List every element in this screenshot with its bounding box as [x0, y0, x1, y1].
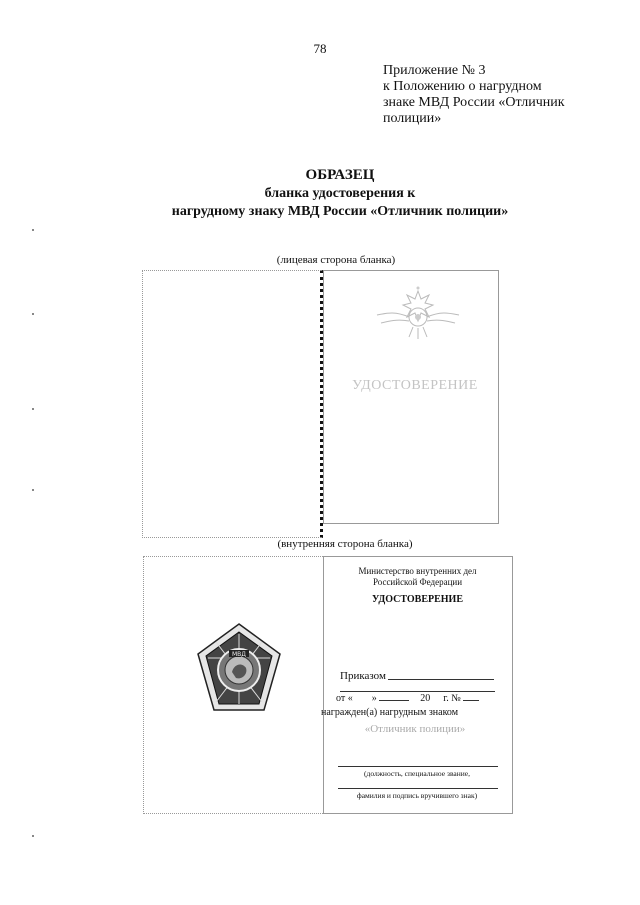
scan-mark	[32, 313, 34, 315]
ministry-line: Российской Федерации	[372, 577, 463, 587]
inner-title: УДОСТОВЕРЕНИЕ	[372, 594, 463, 605]
ministry-line: Министерство внутренних дел	[358, 566, 477, 576]
signature-line-2	[338, 788, 498, 789]
appendix-header	[383, 63, 623, 127]
appendix-line: полиции»	[383, 111, 442, 126]
front-caption: (лицевая сторона бланка)	[276, 254, 396, 266]
appendix-line: к Положению о нагрудном	[383, 79, 542, 94]
ministry-name	[330, 566, 505, 588]
order-date-row	[336, 693, 479, 704]
inner-caption: (внутренняя сторона бланка)	[277, 538, 413, 550]
scan-mark	[32, 229, 34, 231]
year-prefix: 20	[420, 693, 431, 704]
number-label: г. №	[443, 693, 461, 704]
document-title: ОБРАЗЕЦ	[305, 167, 375, 183]
scan-mark	[32, 489, 34, 491]
order-line-2	[340, 691, 495, 692]
order-line	[388, 679, 494, 680]
document-subtitle: нагрудному знаку МВД России «Отличник полиции»	[171, 204, 509, 219]
mvd-emblem-icon	[373, 283, 463, 343]
awarded-text: награжден(а) нагрудным знаком	[321, 707, 459, 718]
appendix-line: знаке МВД России «Отличник	[383, 95, 565, 110]
scan-mark	[32, 835, 34, 837]
order-label: Приказом	[340, 670, 386, 682]
appendix-line: Приложение № 3	[383, 63, 486, 78]
page-number: 78	[313, 41, 327, 56]
svg-text:МВД: МВД	[232, 651, 246, 658]
signature-caption: (должность, специальное звание,	[364, 769, 470, 778]
date-mid: »	[371, 693, 377, 704]
date-prefix: от «	[336, 693, 353, 704]
signature-caption: фамилия и подпись вручившего знак)	[356, 791, 478, 800]
badge-name: «Отличник полиции»	[364, 723, 466, 735]
otlichnik-badge-icon	[196, 622, 282, 714]
cover-title: УДОСТОВЕРЕНИЕ	[352, 378, 478, 393]
document-subtitle: бланка удостоверения к	[264, 186, 416, 201]
signature-line	[338, 766, 498, 767]
scan-mark	[32, 408, 34, 410]
front-left-panel	[142, 270, 323, 538]
